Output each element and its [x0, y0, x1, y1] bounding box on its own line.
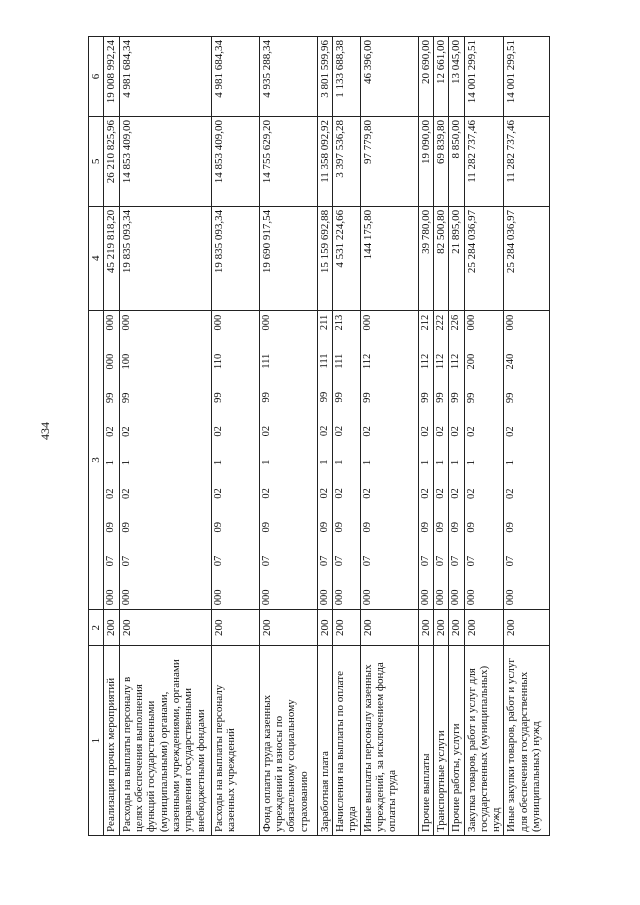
- kbk-segment: 1: [505, 460, 517, 466]
- kbk-segment: 02: [465, 488, 477, 499]
- row-value-col5: 26 210 825,96: [104, 116, 119, 206]
- kbk-segment: 99: [505, 392, 517, 404]
- column-header: 3: [89, 310, 104, 610]
- kbk-segment: 07: [212, 555, 224, 567]
- kbk-segment: 09: [434, 522, 446, 533]
- row-value-col6: 14 001 299,51: [464, 37, 504, 117]
- kbk-segment: 99: [465, 392, 477, 404]
- row-value-col6: 14 001 299,51: [504, 37, 550, 117]
- row-kbk-cell: [211, 310, 259, 610]
- kbk-segment: 212: [419, 314, 431, 331]
- kbk-segment: 07: [260, 555, 272, 567]
- kbk-segment: 1: [212, 459, 224, 466]
- row-value-col5: 11 282 737,46: [464, 116, 504, 206]
- row-value-col4: 19 835 093,34: [119, 206, 211, 310]
- kbk-code: [466, 314, 478, 607]
- kbk-segment: 000: [361, 314, 373, 331]
- row-value-col4: 39 780,00: [418, 206, 433, 310]
- header-row: [89, 37, 104, 836]
- kbk-segment: 1: [105, 460, 117, 466]
- kbk-segment: 09: [105, 522, 117, 533]
- table-body: [104, 37, 550, 836]
- kbk-segment: 02: [434, 426, 446, 437]
- page-number: 434: [38, 422, 52, 440]
- row-value-col4: 82 500,80: [433, 206, 448, 310]
- table-row: [360, 37, 418, 836]
- table-row: [332, 37, 360, 836]
- kbk-segment: 02: [212, 488, 224, 499]
- kbk-segment: 000: [212, 589, 224, 606]
- kbk-segment: 1: [361, 459, 373, 466]
- table-row: [119, 37, 211, 836]
- row-code-cell: 200: [464, 610, 504, 646]
- kbk-segment: 111: [318, 353, 330, 369]
- kbk-segment: 02: [260, 425, 272, 437]
- kbk-segment: 09: [318, 521, 330, 533]
- row-kbk-cell: [433, 310, 448, 610]
- row-code-cell: 200: [104, 610, 119, 646]
- kbk-segment: 02: [505, 488, 517, 499]
- row-value-col5: 14 755 629,20: [259, 116, 317, 206]
- kbk-segment: 07: [333, 555, 345, 567]
- row-kbk-cell: [418, 310, 433, 610]
- row-value-col5: 69 839,80: [433, 116, 448, 206]
- kbk-segment: 1: [260, 459, 272, 465]
- kbk-segment: 226: [450, 314, 462, 331]
- kbk-segment: 000: [450, 589, 462, 606]
- row-value-col6: 4 981 684,34: [211, 37, 259, 117]
- rotated-table-container: [88, 36, 543, 836]
- kbk-segment: 02: [361, 426, 373, 437]
- kbk-segment: 000: [212, 314, 224, 331]
- kbk-segment: 1: [333, 459, 345, 465]
- kbk-code: [420, 314, 432, 607]
- kbk-segment: 02: [465, 426, 477, 437]
- row-name-cell: Прочие выплаты: [418, 646, 433, 836]
- kbk-segment: 211: [318, 314, 330, 331]
- row-code-cell: 200: [433, 610, 448, 646]
- row-code-cell: 200: [449, 610, 464, 646]
- row-kbk-cell: [332, 310, 360, 610]
- kbk-segment: 09: [419, 522, 431, 533]
- kbk-segment: 02: [450, 488, 462, 499]
- kbk-segment: 99: [260, 392, 272, 403]
- kbk-segment: 02: [105, 488, 117, 499]
- row-value-col5: 11 282 737,46: [504, 116, 550, 206]
- row-value-col4: 4 531 224,66: [332, 206, 360, 310]
- kbk-segment: 99: [419, 392, 431, 403]
- table-row: [259, 37, 317, 836]
- kbk-code: [261, 314, 273, 607]
- kbk-segment: 000: [105, 353, 117, 370]
- kbk-segment: 1: [450, 459, 462, 466]
- kbk-code: [362, 314, 374, 607]
- kbk-segment: 000: [505, 589, 517, 606]
- kbk-segment: 000: [318, 589, 330, 606]
- kbk-segment: 110: [212, 353, 224, 370]
- kbk-code: [319, 314, 331, 607]
- kbk-segment: 000: [260, 314, 272, 331]
- kbk-segment: 000: [120, 589, 132, 606]
- kbk-segment: 222: [434, 314, 446, 331]
- row-value-col6: 12 661,00: [433, 37, 448, 117]
- kbk-code: [121, 314, 133, 607]
- row-kbk-cell: [360, 310, 418, 610]
- kbk-code: [505, 314, 517, 607]
- kbk-code: [334, 314, 346, 607]
- table-row: [464, 37, 504, 836]
- kbk-segment: 07: [465, 555, 477, 567]
- row-code-cell: 200: [332, 610, 360, 646]
- row-value-col4: 21 895,00: [449, 206, 464, 310]
- kbk-code: [450, 314, 462, 607]
- row-name-cell: Расходы на выплаты персоналу казенных учреждений: [211, 646, 259, 836]
- row-kbk-cell: [104, 310, 119, 610]
- row-name-cell: Расходы на выплаты персоналу в целях обеспечения выполнения функций государственными (муниципальными) органами, казенными учреждениями, органами управления государственными внебюджетными фондами: [119, 646, 211, 836]
- kbk-segment: 02: [450, 426, 462, 437]
- row-code-cell: 200: [119, 610, 211, 646]
- column-header: 4: [89, 206, 104, 310]
- kbk-segment: 111: [260, 353, 272, 369]
- kbk-segment: 09: [260, 521, 272, 533]
- kbk-segment: 02: [318, 488, 330, 499]
- column-header: 1: [89, 646, 104, 836]
- kbk-segment: 09: [450, 522, 462, 533]
- kbk-segment: 112: [434, 353, 446, 370]
- row-name-cell: Фонд оплаты труда казенных учреждений и взносы по обязательному социальному страхованию: [259, 646, 317, 836]
- table-row: [449, 37, 464, 836]
- row-value-col6: 46 396,00: [360, 37, 418, 117]
- kbk-segment: 000: [105, 589, 117, 606]
- row-value-col6: 19 008 992,24: [104, 37, 119, 117]
- kbk-segment: 112: [419, 353, 431, 370]
- kbk-segment: 09: [212, 522, 224, 533]
- kbk-segment: 000: [120, 314, 132, 331]
- kbk-segment: 02: [120, 488, 132, 499]
- kbk-segment: 07: [105, 555, 117, 567]
- kbk-segment: 1: [318, 459, 330, 465]
- kbk-segment: 000: [434, 589, 446, 606]
- kbk-segment: 02: [505, 426, 517, 437]
- table-row: [104, 37, 119, 836]
- row-value-col4: 144 175,80: [360, 206, 418, 310]
- kbk-segment: 99: [105, 392, 117, 404]
- kbk-segment: 000: [260, 589, 272, 606]
- kbk-segment: 02: [419, 426, 431, 437]
- kbk-segment: 02: [419, 488, 431, 499]
- row-kbk-cell: [259, 310, 317, 610]
- row-name-cell: Начисления на выплаты по оплате труда: [332, 646, 360, 836]
- kbk-segment: 000: [505, 314, 517, 331]
- row-code-cell: 200: [418, 610, 433, 646]
- row-value-col6: 1 133 688,38: [332, 37, 360, 117]
- budget-table: [88, 36, 550, 836]
- row-kbk-cell: [449, 310, 464, 610]
- row-value-col4: 19 835 093,34: [211, 206, 259, 310]
- row-value-col5: 97 779,80: [360, 116, 418, 206]
- kbk-segment: 000: [465, 314, 477, 331]
- row-value-col5: 11 358 092,92: [317, 116, 332, 206]
- row-kbk-cell: [317, 310, 332, 610]
- row-code-cell: 200: [211, 610, 259, 646]
- row-value-col5: 14 853 409,00: [119, 116, 211, 206]
- kbk-segment: 09: [465, 522, 477, 533]
- kbk-segment: 99: [120, 392, 132, 404]
- kbk-segment: 000: [333, 589, 345, 606]
- column-header: 6: [89, 37, 104, 117]
- row-code-cell: 200: [317, 610, 332, 646]
- column-header: 5: [89, 116, 104, 206]
- kbk-segment: 100: [120, 353, 132, 370]
- row-code-cell: 200: [360, 610, 418, 646]
- kbk-segment: 99: [434, 392, 446, 403]
- row-code-cell: 200: [259, 610, 317, 646]
- kbk-segment: 99: [318, 391, 330, 403]
- kbk-segment: 99: [333, 392, 345, 403]
- kbk-segment: 111: [333, 353, 345, 369]
- kbk-segment: 000: [465, 589, 477, 606]
- table-row: [504, 37, 550, 836]
- row-value-col6: 4 981 684,34: [119, 37, 211, 117]
- row-value-col5: 19 090,00: [418, 116, 433, 206]
- row-kbk-cell: [119, 310, 211, 610]
- row-value-col5: 14 853 409,00: [211, 116, 259, 206]
- row-value-col4: 25 284 036,97: [504, 206, 550, 310]
- kbk-segment: 112: [361, 353, 373, 370]
- kbk-segment: 02: [120, 426, 132, 437]
- kbk-segment: 02: [434, 488, 446, 499]
- row-name-cell: Закупка товаров, работ и услуг для государственных (муниципальных) нужд: [464, 646, 504, 836]
- row-value-col4: 45 219 818,20: [104, 206, 119, 310]
- kbk-segment: 02: [333, 425, 345, 437]
- table-row: [211, 37, 259, 836]
- kbk-segment: 1: [120, 460, 132, 466]
- kbk-segment: 213: [333, 314, 345, 331]
- row-name-cell: Иные закупки товаров, работ и услуг для обеспечения государственных (муниципальных) нужд: [504, 646, 550, 836]
- kbk-segment: 07: [450, 555, 462, 567]
- kbk-segment: 09: [333, 521, 345, 533]
- kbk-segment: 000: [105, 314, 117, 331]
- kbk-segment: 000: [419, 589, 431, 606]
- kbk-segment: 02: [105, 426, 117, 437]
- kbk-segment: 99: [361, 392, 373, 403]
- kbk-code: [435, 314, 447, 607]
- row-value-col6: 4 935 288,34: [259, 37, 317, 117]
- kbk-segment: 02: [333, 488, 345, 499]
- row-value-col4: 15 159 692,88: [317, 206, 332, 310]
- column-header: 2: [89, 610, 104, 646]
- kbk-segment: 1: [419, 459, 431, 466]
- row-name-cell: Реализация прочих мероприятий: [104, 646, 119, 836]
- kbk-segment: 02: [361, 488, 373, 499]
- row-kbk-cell: [464, 310, 504, 610]
- kbk-segment: 07: [505, 555, 517, 567]
- table-row: [317, 37, 332, 836]
- row-name-cell: Прочие работы, услуги: [449, 646, 464, 836]
- kbk-segment: 07: [120, 555, 132, 567]
- kbk-segment: 000: [361, 589, 373, 606]
- kbk-segment: 1: [465, 460, 477, 466]
- row-value-col5: 8 850,00: [449, 116, 464, 206]
- kbk-segment: 07: [434, 555, 446, 567]
- kbk-segment: 200: [465, 353, 477, 370]
- kbk-segment: 07: [419, 555, 431, 567]
- kbk-segment: 1: [434, 459, 446, 466]
- kbk-segment: 07: [318, 555, 330, 567]
- row-name-cell: Заработная плата: [317, 646, 332, 836]
- row-value-col6: 13 045,00: [449, 37, 464, 117]
- kbk-segment: 02: [260, 488, 272, 499]
- row-value-col4: 25 284 036,97: [464, 206, 504, 310]
- kbk-code: [105, 314, 117, 607]
- kbk-segment: 09: [120, 522, 132, 533]
- kbk-segment: 09: [505, 522, 517, 533]
- table-row: [433, 37, 448, 836]
- kbk-segment: 09: [361, 522, 373, 533]
- row-name-cell: Иные выплаты персоналу казенных учреждений, за исключением фонда оплаты труда: [360, 646, 418, 836]
- kbk-segment: 240: [505, 353, 517, 370]
- row-value-col6: 20 690,00: [418, 37, 433, 117]
- row-name-cell: Транспортные услуги: [433, 646, 448, 836]
- row-value-col5: 3 397 536,28: [332, 116, 360, 206]
- kbk-segment: 02: [318, 425, 330, 437]
- row-value-col4: 19 690 917,54: [259, 206, 317, 310]
- kbk-segment: 99: [212, 392, 224, 403]
- kbk-code: [213, 314, 225, 607]
- kbk-segment: 02: [212, 426, 224, 437]
- table-row: [418, 37, 433, 836]
- row-value-col6: 3 801 599,96: [317, 37, 332, 117]
- row-kbk-cell: [504, 310, 550, 610]
- kbk-segment: 07: [361, 555, 373, 567]
- kbk-segment: 112: [450, 353, 462, 370]
- kbk-segment: 99: [450, 392, 462, 403]
- row-code-cell: 200: [504, 610, 550, 646]
